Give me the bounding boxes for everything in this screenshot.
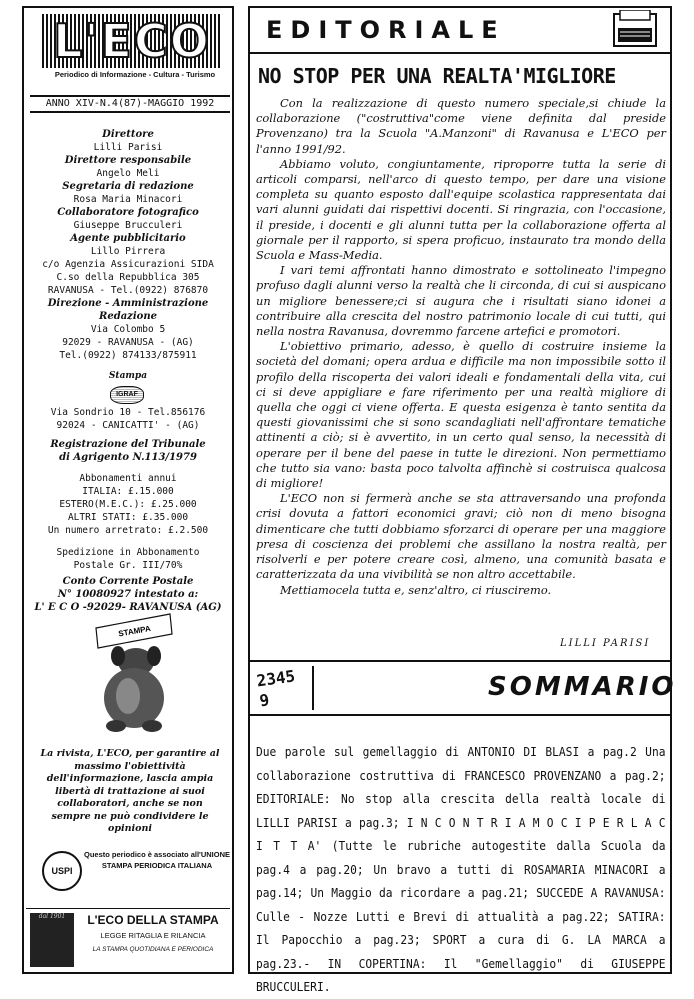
spedizione-block: [26, 546, 230, 572]
editorial-signature: LILLI PARISI: [560, 638, 651, 649]
abbonamenti-line: Un numero arretrato: £.2.500: [47, 525, 209, 536]
spedizione-line: Spedizione in Abbonamento: [56, 547, 200, 558]
sommario-header: [250, 660, 677, 716]
editorial-paragraph: Mettiamocela tutta e, senz'altro, ci riusciremo.: [280, 582, 552, 597]
abbonamenti-line: ESTERO(M.E.C.): £.25.000: [59, 499, 197, 510]
dog-sign-text: STAMPA: [117, 623, 152, 639]
editorial-paragraph: I vari temi affrontati hanno dimostrato e sottolineato l'impegno profuso dagli alunni verso la realtà che li circonda, di cui si auspicano un migliore benessere;ci si augura che i risultati siano idonei a contribuire alla crescita del nostro patrimonio locale di cui tutti, qui nella nostra Ravanusa, dovremmo farcene artefici e promotori.: [256, 263, 666, 339]
registrazione-line: di Agrigento N.113/1979: [59, 452, 197, 463]
stampa-line: 92024 - CANICATTI' - (AG): [56, 420, 200, 431]
abbonamenti-line: ALTRI STATI: £.35.000: [67, 512, 189, 523]
ccp-line: L' E C O -92029- RAVANUSA (AG): [34, 602, 222, 613]
eco-della-stampa-ad: [26, 908, 230, 971]
eco-logo: [42, 14, 222, 68]
typewriter-icon: [610, 10, 660, 50]
editorial-paragraph: L'obiettivo primario, adesso, è quello di costruire insieme la società del domani; opera ardua e difficile ma non impossibile sotto il profilo della riscoperta dei valori ideali e fondamentali della vita, cui ci si deve appigliare e fare riferimento per una realtà migliore di quella che oggi ci viene offerta. E questa esigenza è tanto sentita da questi giovanissimi che si sono scandagliati nell'affrontare tematiche attinenti a ciò; si è avvertito, in un certo qual senso, la necessità di operare per il bene del paese in tutte le direzioni. Non permettiamo che tutto sia vano: basta poco talvolta affinchè si costruisca qualcosa di migliore!: [256, 339, 666, 491]
stampa-line: Via Sondrio 10 - Tel.856176: [50, 407, 206, 418]
staff-name: Rosa Maria Minacori: [73, 194, 183, 205]
sommario-title: SOMMARIO: [488, 672, 677, 702]
stampa-title: Stampa: [108, 371, 148, 381]
ccp-line: N° 10080927 intestato a:: [57, 589, 199, 600]
abbonamenti-block: [26, 472, 230, 537]
staff-role: Agente pubblicitario: [70, 233, 186, 244]
eco-stampa-line: LEGGE RITAGLIA E RILANCIA: [100, 931, 206, 940]
uspi-block: [26, 845, 230, 893]
issue-line: ANNO XIV-N.4(87)-MAGGIO 1992: [30, 95, 230, 113]
disclaimer: La rivista, L'ECO, per garantire al massimo l'obiettività dell'informazione, lascia ampia libertà di trattazione ai suoi collaboratori, anche se non sempre ne può condividere le opinioni: [40, 748, 220, 834]
staff-role: Collaboratore fotografico: [57, 207, 199, 218]
editorial-headline: NO STOP PER UNA REALTA'MIGLIORE: [258, 64, 616, 88]
direzione-line: Via Colombo 5: [90, 324, 166, 335]
uspi-logo: USPI: [42, 851, 82, 891]
eco-stampa-line: LA STAMPA QUOTIDIANA E PERIODICA: [92, 946, 214, 953]
stampa-address: [26, 406, 230, 432]
editorial-paragraph: Abbiamo voluto, congiuntamente, riproporre tutta la serie di articoli comparsi, nell'arco di questo tempo, per dare una visione completa su quanto esposto dall'equipe scolastica rappresentata dai vari alunni guidati dai rispettivi docenti. Si ringrazia, con l'occasione, il preside, i docenti e gli alunni tutta per la collaborazione offerta al giornale per il rapporto, si spera proficuo, instaurato tra mondo della Scuola e Mass-Media.: [256, 156, 666, 263]
direzione-title: Direzione - Amministrazione: [47, 298, 209, 309]
eco-stampa-text: [78, 913, 228, 953]
agency-line: c/o Agenzia Assicurazioni SIDA: [42, 259, 214, 270]
sommario-text: Due parole sul gemellaggio di ANTONIO DI BLASI a pag.2 Una collaborazione costruttiva di FRANCESCO PROVENZANO a pag.2; EDITORIALE: No stop alla crescita della realtà locale di LILLI PARISI a pag.3; I N C O N T R I A M O C I P E R L A C I T T A' (Tutte le rubriche autogestite dalla Scuola da pag.4 a pag.20; Un bravo a tutti di ROSAMARIA MINACORI a pag.14; Un Maggio da ricordare a pag.21; SUCCEDE A RAVANUSA: Culle - Nozze Lutti e Brevi di attualità a pag.22; SATIRA: Il Papocchio a pag.23; SPORT a cura di G. LA MARCA a pag.23.- IN COPERTINA: Il "Gemellaggio" di GIUSEPPE BRUCCULERI.: [256, 744, 666, 994]
eco-stampa-image: [30, 913, 74, 967]
staff-name: Lilli Parisi: [93, 142, 163, 153]
staff-block: [26, 128, 230, 297]
abbonamenti-title: Abbonamenti annui: [79, 473, 177, 484]
editorial-paragraph: Con la realizzazione di questo numero speciale,si chiude la collaborazione ("costruttiva"come viene definita dal preside Provenzano) tra la Scuola "A.Manzoni" di Ravanusa e L'ECO per l'anno 1991/92.: [256, 96, 666, 156]
editorial-paragraph: L'ECO non si fermerà anche se sta attraversando una profonda crisi dovuta a fattori economici gravi; ciò non di meno bisogna dimenticare che tutti dobbiamo sforzarci di operare per una maggiore presa di coscienza dei problemi che assillano la nostra realtà, per risolverli e per potere creare così, almeno, una comunità basata e caratterizzata da una vivibilità se non altro accettabile.: [256, 491, 666, 582]
agency-line: C.so della Repubblica 305: [56, 272, 200, 283]
eco-stampa-image-label: dal 1901: [38, 913, 66, 920]
uspi-text: Questo periodico è associato all'UNIONE STAMPA PERIODICA ITALIANA: [84, 850, 230, 870]
editorial-body: [256, 96, 666, 598]
igraf-logo: IGRAF: [110, 386, 144, 404]
editoriale-title: EDITORIALE: [266, 16, 506, 44]
tagline: Periodico di Informazione - Cultura - Turismo: [54, 70, 216, 79]
ccp-line: Conto Corrente Postale: [62, 576, 194, 587]
logo-text: L'ECO: [53, 14, 211, 68]
direzione-line: Tel.(0922) 874133/875911: [59, 350, 197, 361]
staff-name: Angelo Meli: [96, 168, 160, 179]
editoriale-header: [250, 8, 670, 54]
numbers-icon-digits: 2345 9: [255, 666, 297, 711]
numbers-icon: [254, 666, 314, 710]
staff-role: Direttore: [102, 129, 154, 140]
registrazione-block: [26, 438, 230, 464]
registrazione-line: Registrazione del Tribunale: [50, 439, 206, 450]
dog-illustration: [88, 600, 178, 740]
spedizione-line: Postale Gr. III/70%: [73, 560, 183, 571]
direzione-line: 92029 - RAVANUSA - (AG): [62, 337, 194, 348]
staff-role: Segretaria di redazione: [62, 181, 194, 192]
staff-role: Direttore responsabile: [64, 155, 192, 166]
direzione-title: Redazione: [99, 311, 157, 322]
staff-name: Giuseppe Brucculeri: [73, 220, 183, 231]
agency-line: RAVANUSA - Tel.(0922) 876870: [47, 285, 209, 296]
staff-name: Lillo Pirrera: [90, 246, 166, 257]
abbonamenti-line: ITALIA: £.15.000: [82, 486, 174, 497]
eco-stampa-title: L'ECO DELLA STAMPA: [87, 913, 219, 927]
stampa-block: [26, 370, 230, 383]
direzione-block: [26, 297, 230, 362]
